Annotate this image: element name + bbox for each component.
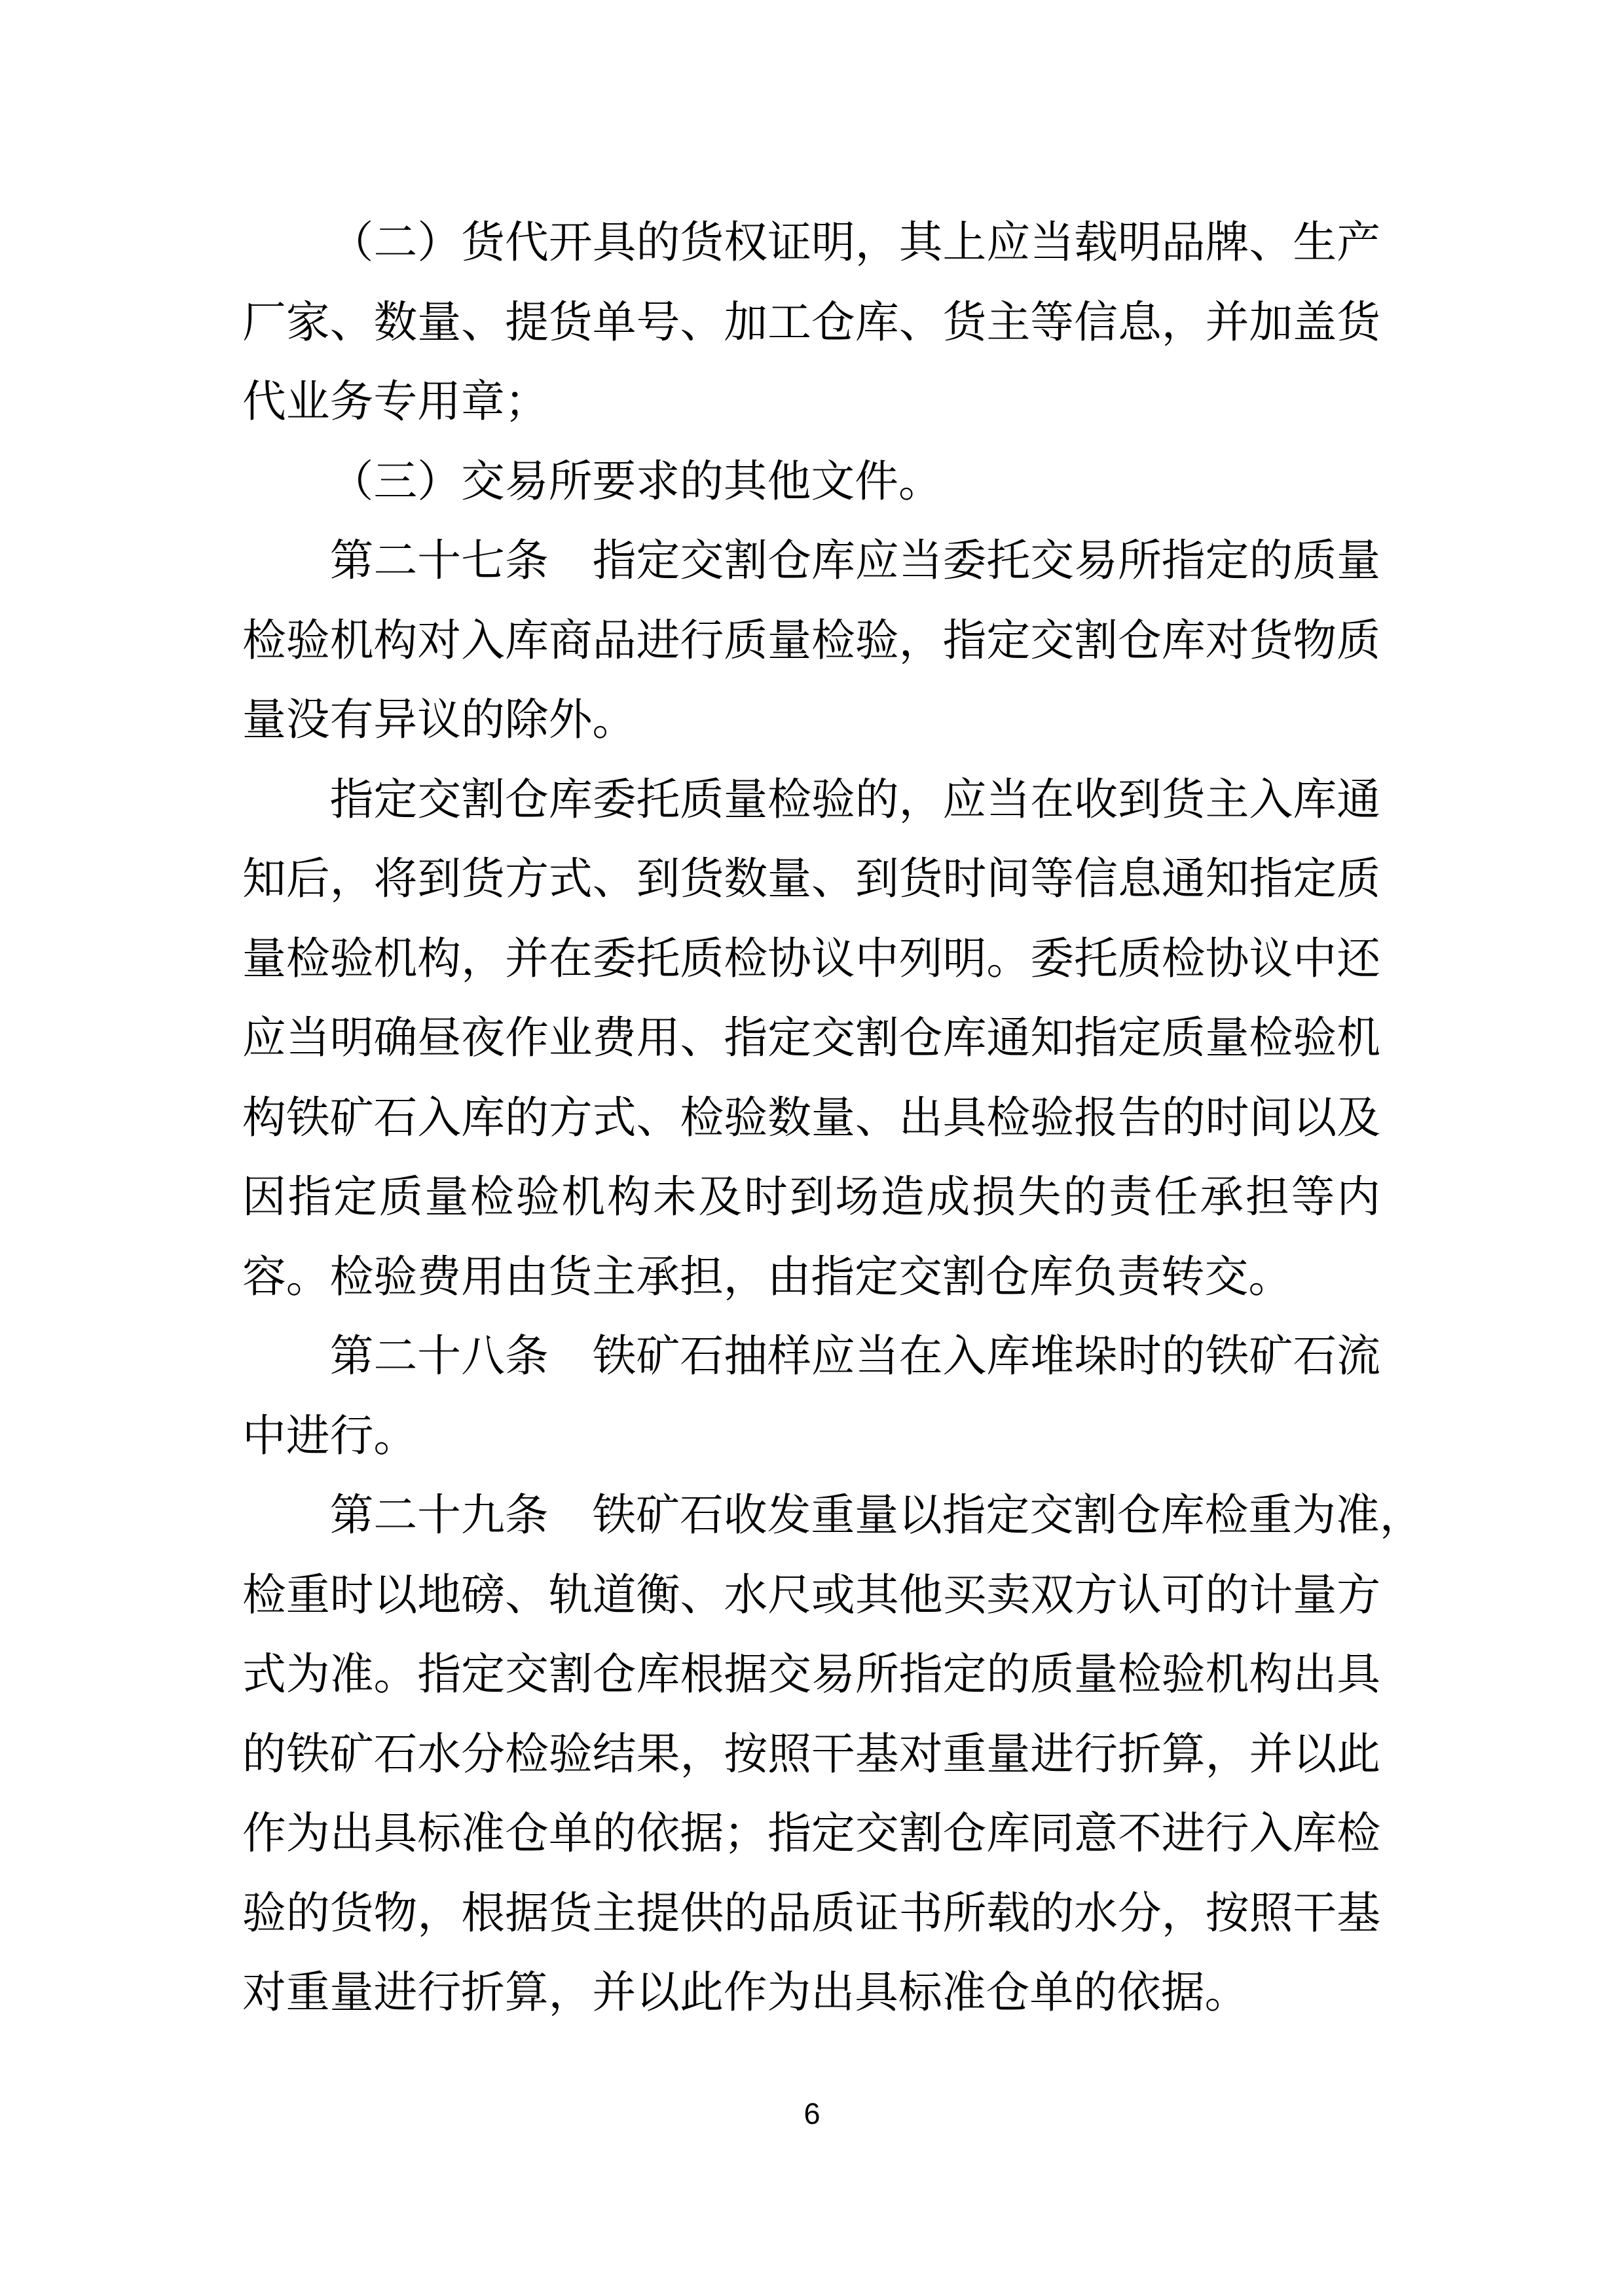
text-line: 的铁矿石水分检验结果，按照干基对重量进行折算，并以此	[242, 1730, 1380, 1779]
document-body-text	[242, 204, 1424, 2033]
text-line: 量没有异议的除外。	[242, 696, 637, 744]
text-line: 量检验机构，并在委托质检协议中列明。委托质检协议中还	[242, 934, 1380, 983]
text-line: 因指定质量检验机构未及时到场造成损失的责任承担等内	[242, 1173, 1380, 1222]
text-line: 中进行。	[242, 1412, 418, 1461]
text-line: 知后，将到货方式、到货数量、到货时间等信息通知指定质	[242, 855, 1380, 903]
text-line: 验的货物，根据货主提供的品质证书所载的水分，按照干基	[242, 1889, 1380, 1938]
text-line: 第二十八条 铁矿石抽样应当在入库堆垛时的铁矿石流	[329, 1332, 1380, 1381]
text-line: 检验机构对入库商品进行质量检验，指定交割仓库对货物质	[242, 616, 1380, 665]
text-line: （三）交易所要求的其他文件。	[329, 457, 942, 506]
text-line: 代业务专用章；	[242, 378, 549, 426]
text-line: 检重时以地磅、轨道衡、水尺或其他买卖双方认可的计量方	[242, 1571, 1380, 1620]
text-line: （二）货代开具的货权证明，其上应当载明品牌、生产	[329, 219, 1380, 267]
text-line: 容。检验费用由货主承担，由指定交割仓库负责转交。	[242, 1252, 1293, 1302]
text-line: 作为出具标准仓单的依据；指定交割仓库同意不进行入库检	[242, 1810, 1380, 1858]
text-line: 第二十七条 指定交割仓库应当委托交易所指定的质量	[329, 537, 1380, 585]
text-line: 厂家、数量、提货单号、加工仓库、货主等信息，并加盖货	[242, 298, 1380, 347]
text-line: 应当明确昼夜作业费用、指定交割仓库通知指定质量检验机	[242, 1014, 1380, 1063]
text-line: 第二十九条 铁矿石收发重量以指定交割仓库检重为准，	[329, 1491, 1424, 1540]
text-line: 指定交割仓库委托质量检验的，应当在收到货主入库通	[329, 775, 1380, 824]
text-line: 式为准。指定交割仓库根据交易所指定的质量检验机构出具	[242, 1650, 1380, 1699]
text-line: 对重量进行折算，并以此作为出具标准仓单的依据。	[242, 1969, 1249, 2017]
page-number: 6	[803, 2097, 821, 2130]
text-line: 构铁矿石入库的方式、检验数量、出具检验报告的时间以及	[242, 1093, 1380, 1142]
